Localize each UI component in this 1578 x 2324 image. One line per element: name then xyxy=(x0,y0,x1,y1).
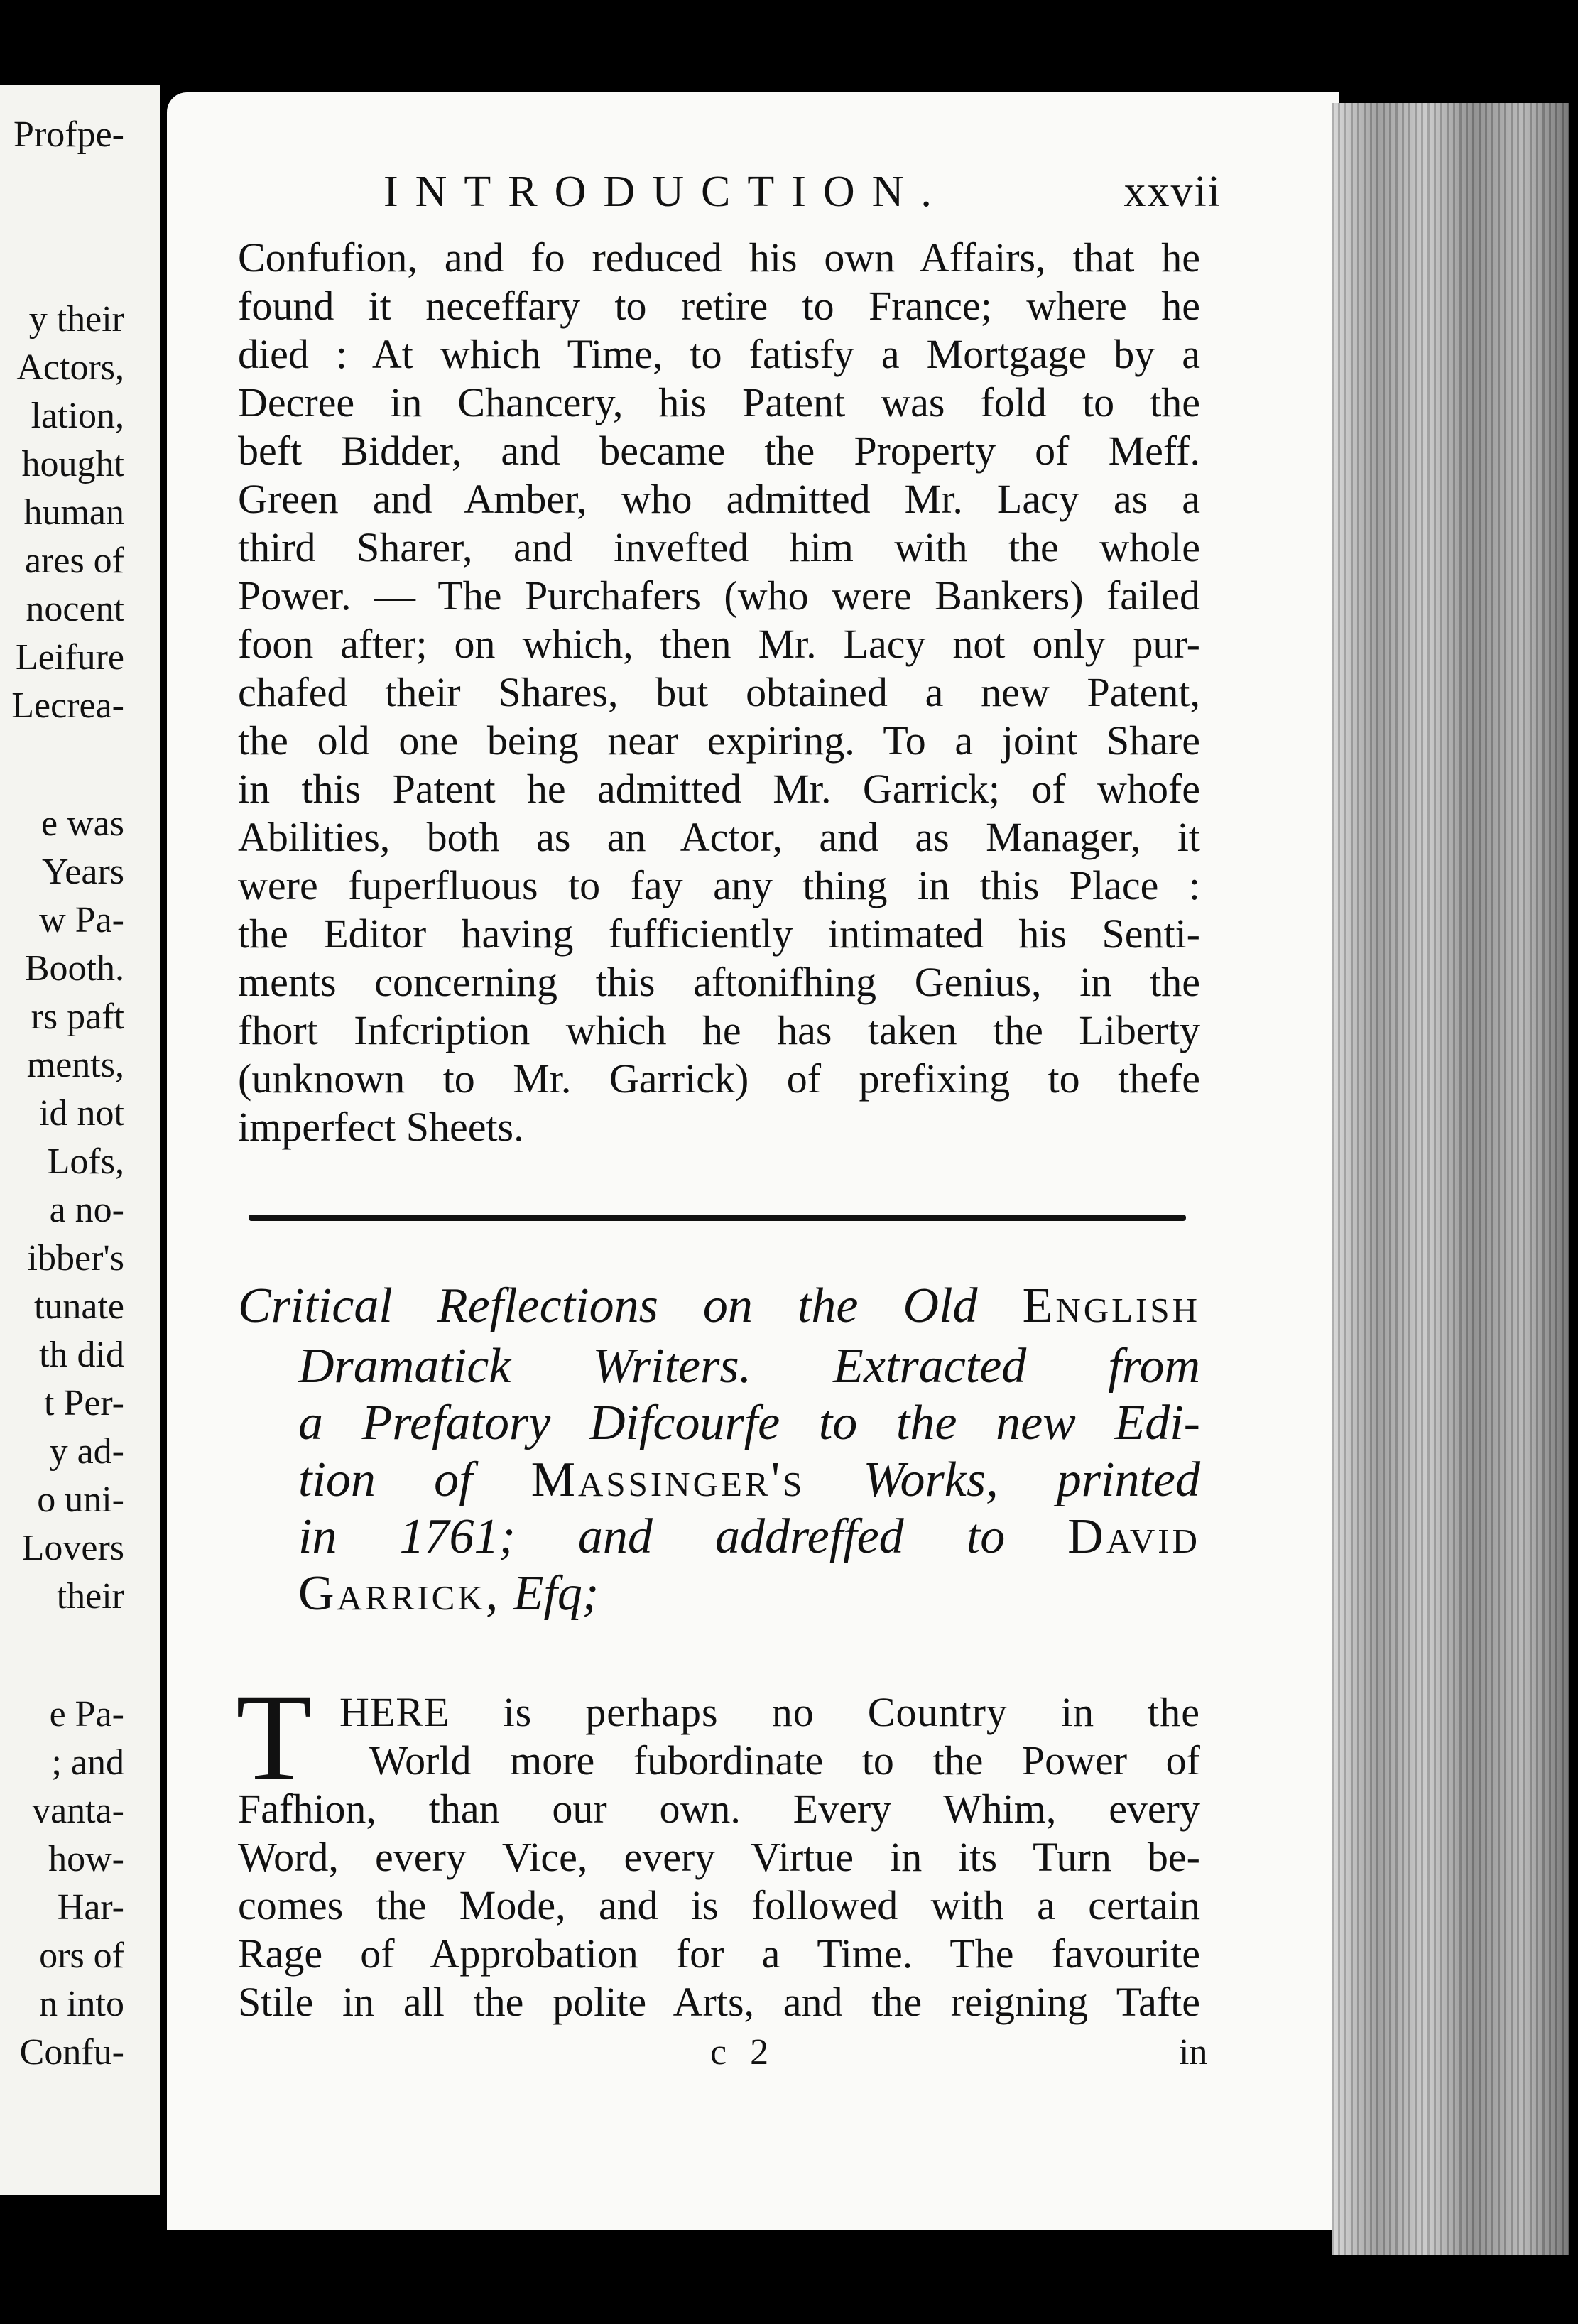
text-line: chafed their Shares, but obtained a new Patent, xyxy=(238,669,1200,715)
text-line: ments concerning this aftonifhing Genius, in the xyxy=(238,959,1200,1005)
drop-cap: T xyxy=(236,1668,312,1807)
heading-text: in 1761; and addreffed to xyxy=(298,1509,1068,1564)
left-page-line: ibber's xyxy=(27,1238,124,1278)
heading-line xyxy=(298,1509,1200,1565)
running-head xyxy=(383,167,1221,224)
text-line: Decree in Chancery, his Patent was fold to the xyxy=(238,379,1200,425)
text-line: (unknown to Mr. Garrick) of prefixing to thefe xyxy=(238,1055,1200,1102)
heading-line xyxy=(238,1278,1200,1334)
left-page-line: nocent xyxy=(26,589,124,629)
heading-line: a Prefatory Difcourfe to the new Edi- xyxy=(298,1396,1200,1450)
left-page-line: Profpe- xyxy=(13,114,124,155)
heading-smallcaps: David xyxy=(1067,1509,1200,1564)
left-page-line: hought xyxy=(21,444,124,484)
heading-smallcaps: Garrick, xyxy=(298,1566,501,1621)
left-page-line: Confu- xyxy=(19,2032,124,2073)
heading-text: Critical Reflections on the Old xyxy=(238,1278,1023,1333)
left-page-line: human xyxy=(23,492,124,533)
left-page-line: w Pa- xyxy=(39,900,124,940)
left-page-line: ares of xyxy=(24,541,124,581)
text-line: were fuperfluous to fay any thing in this Place : xyxy=(238,862,1200,908)
left-page-line: id not xyxy=(39,1093,124,1134)
text-line: comes the Mode, and is followed with a certain xyxy=(238,1882,1200,1928)
text-line: beft Bidder, and became the Property of Meff. xyxy=(238,428,1200,474)
text-line: fhort Infcription which he has taken the Liberty xyxy=(238,1007,1200,1053)
page-number: xxvii xyxy=(1123,168,1221,216)
text-line: Rage of Approbation for a Time. The favourite xyxy=(238,1931,1200,1977)
catchword: in xyxy=(1179,2032,1208,2073)
text-line: HERE is perhaps no Country in the xyxy=(339,1689,1200,1735)
left-page-line: y their xyxy=(28,299,124,340)
text-line: Fafhion, than our own. Every Whim, every xyxy=(238,1786,1200,1832)
text-line: Word, every Vice, every Virtue in its Turn be- xyxy=(238,1834,1200,1880)
heading-line xyxy=(298,1452,1200,1508)
left-page-line: o uni- xyxy=(37,1479,124,1520)
text-line: Confufion, and fo reduced his own Affairs, that he xyxy=(238,234,1200,281)
left-facing-page xyxy=(0,85,160,2195)
text-line: third Sharer, and invefted him with the whole xyxy=(238,524,1200,570)
left-page-line: Years xyxy=(41,852,124,892)
text-line: Green and Amber, who admitted Mr. Lacy as a xyxy=(238,476,1200,522)
heading-line xyxy=(298,1566,1200,1622)
left-page-line: e Pa- xyxy=(49,1694,124,1734)
text-line: Abilities, both as an Actor, and as Manager, it xyxy=(238,814,1200,860)
heading-text: Efq; xyxy=(501,1566,599,1621)
heading-smallcaps: English xyxy=(1022,1278,1200,1333)
heading-text: Works, printed xyxy=(805,1452,1200,1507)
text-line: Power. — The Purchafers (who were Bankers) failed xyxy=(238,572,1200,619)
heading-smallcaps: Massinger's xyxy=(530,1452,805,1507)
left-page-line: n into xyxy=(39,1984,124,2024)
text-line: the old one being near expiring. To a joint Share xyxy=(238,717,1200,764)
left-page-line: th did xyxy=(39,1335,124,1375)
left-page-line: their xyxy=(56,1576,124,1617)
left-page-line: Booth. xyxy=(24,948,124,989)
left-page-line: Lecrea- xyxy=(11,685,124,726)
left-page-line: e was xyxy=(41,803,124,844)
text-line: found it neceffary to retire to France; where he xyxy=(238,283,1200,329)
text-line: died : At which Time, to fatisfy a Mortgage by a xyxy=(238,331,1200,377)
left-page-line: y ad- xyxy=(49,1431,124,1472)
text-line: World more fubordinate to the Power of xyxy=(369,1737,1200,1783)
heading-line: Dramatick Writers. Extracted from xyxy=(298,1339,1200,1394)
left-page-line: vanta- xyxy=(32,1791,124,1831)
left-page-line: ; and xyxy=(51,1742,124,1783)
section-rule xyxy=(249,1215,1186,1221)
text-line: Stile in all the polite Arts, and the reigning Tafte xyxy=(238,1979,1200,2025)
left-page-line: Lovers xyxy=(21,1528,124,1568)
signature-mark: c 2 xyxy=(710,2032,776,2073)
text-line: in this Patent he admitted Mr. Garrick; of whofe xyxy=(238,766,1200,812)
left-page-line: tunate xyxy=(33,1286,124,1327)
left-page-line: a no- xyxy=(49,1190,124,1230)
left-page-line: how- xyxy=(48,1839,124,1879)
left-page-line: ors of xyxy=(39,1935,124,1976)
running-head-title: INTRODUCTION. xyxy=(383,168,949,216)
left-page-line: Actors, xyxy=(16,347,124,388)
left-page-line: rs paft xyxy=(31,997,124,1037)
text-line: imperfect Sheets. xyxy=(238,1104,524,1150)
left-page-line: Leifure xyxy=(15,637,124,678)
left-page-line: t Per- xyxy=(43,1383,124,1423)
heading-text: tion of xyxy=(298,1452,531,1507)
left-page-line: ments, xyxy=(26,1045,124,1085)
page-edges xyxy=(1332,103,1569,2255)
text-line: the Editor having fufficiently intimated his Senti- xyxy=(238,911,1200,957)
text-line: foon after; on which, then Mr. Lacy not only pur- xyxy=(238,621,1200,667)
left-page-line: lation, xyxy=(31,396,124,436)
left-page-line: Har- xyxy=(57,1887,124,1928)
left-page-line: Lofs, xyxy=(47,1141,124,1182)
